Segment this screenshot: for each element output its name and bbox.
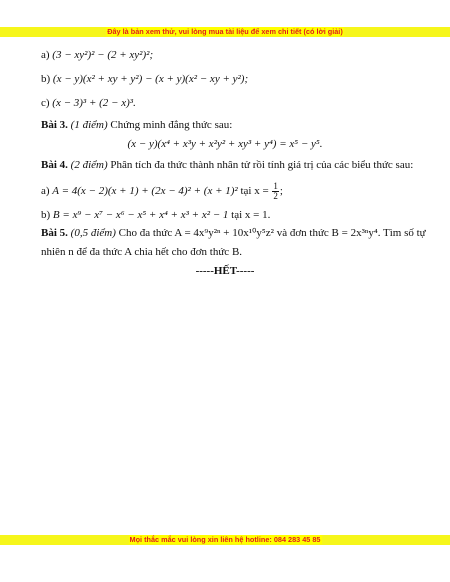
bai4-points: (2 điểm)	[70, 159, 108, 171]
footer-notice: Mọi thắc mắc vui lòng xin liên hệ hotline: 084 283 45 85	[0, 535, 450, 545]
bai4-heading	[41, 158, 413, 172]
item-a	[41, 48, 153, 62]
end-marker: -----HẾT-----	[195, 265, 255, 277]
bai3-title: Bài 3.	[41, 119, 68, 131]
bai4-title: Bài 4.	[41, 159, 68, 171]
bai3-formula: (x − y)(x⁴ + x³y + x²y² + xy³ + y⁴) = x⁵ − y⁵.	[127, 138, 323, 150]
bai4-text: Phân tích đa thức thành nhân tử rồi tính giá trị của các biểu thức sau:	[110, 159, 414, 171]
bai4-b-expression: B = x⁹ − x⁷ − x⁶ − x⁵ + x⁴ + x³ + x² − 1	[52, 209, 229, 221]
bai4-item-b	[41, 208, 270, 222]
bai4-item-a: a) A = 4(x − 2)(x + 1) + (2x − 4)² + (x + 1)² tại x = $\frac{1}{2}$ ;	[41, 180, 283, 201]
item-b	[41, 72, 248, 86]
bai5-line2	[41, 245, 242, 259]
bai4-a-label: a)	[41, 185, 50, 197]
item-a-label: a)	[41, 49, 50, 61]
item-c-expression: (x − 3)³ + (2 − x)³.	[52, 97, 136, 109]
bai4-a-expression: A = 4(x − 2)(x + 1) + (2x − 4)² + (x + 1)²	[52, 185, 238, 197]
bai5-title: Bài 5.	[41, 227, 68, 239]
item-b-label: b)	[41, 73, 51, 85]
bai4-a-condition: tại x =	[240, 185, 269, 197]
fraction-one-half: $\frac{1}{2}$	[273, 180, 278, 201]
bai5-text-1: Cho đa thức A = 4x⁹y²ⁿ + 10x¹⁰y⁵z² và đơn thức B = 2x³ⁿy⁴. Tìm số tự	[118, 227, 426, 239]
item-c	[41, 96, 136, 110]
bai5-text-2: nhiên n để đa thức A chia hết cho đơn thức B.	[41, 246, 243, 258]
bai5-line1	[41, 226, 426, 240]
bai3-text: Chứng minh đẳng thức sau:	[110, 119, 233, 131]
bai4-b-condition: tại x = 1.	[231, 209, 271, 221]
item-a-expression: (3 − xy²)² − (2 + xy²)²;	[52, 49, 154, 61]
bai3-heading	[41, 118, 232, 132]
header-notice: Đây là bản xem thử, vui lòng mua tài liệu để xem chi tiết (có lời giải)	[0, 27, 450, 37]
item-b-expression: (x − y)(x² + xy + y²) − (x + y)(x² − xy + y²);	[52, 73, 249, 85]
bai5-points: (0,5 điểm)	[70, 227, 116, 239]
bai4-b-label: b)	[41, 209, 51, 221]
bai3-points: (1 điểm)	[70, 119, 108, 131]
item-c-label: c)	[41, 97, 50, 109]
